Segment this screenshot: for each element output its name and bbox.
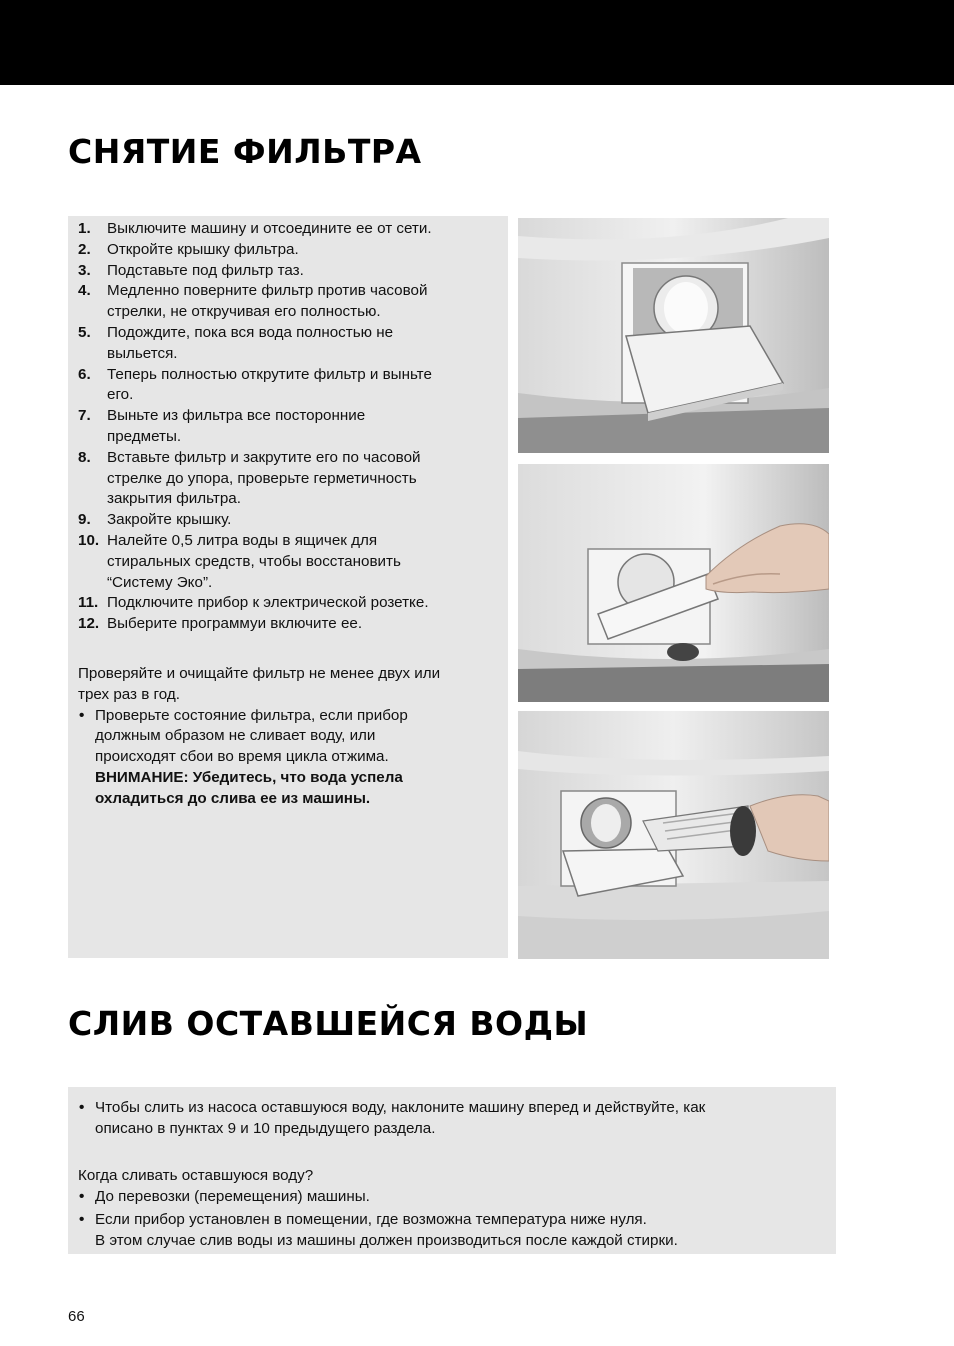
warning-text: ВНИМАНИЕ: Убедитесь, что вода успела <box>95 768 403 786</box>
step-item <box>78 323 498 365</box>
step-text: “Систему Эко”. <box>107 573 213 591</box>
step-number: 6. <box>78 365 91 383</box>
step-text: закрытия фильтра. <box>107 490 241 508</box>
step-item <box>78 240 498 261</box>
photo-hand-opening-cover <box>518 464 829 702</box>
bullet-icon: • <box>79 1099 85 1116</box>
bullet-icon: • <box>79 706 85 724</box>
section-title-filter-removal: СНЯТИЕ ФИЛЬТРА <box>68 132 422 171</box>
step-number: 8. <box>78 448 91 466</box>
step-item <box>78 531 498 593</box>
step-text: Вставьте фильтр и закрутите его по часовой <box>107 448 421 466</box>
step-item <box>78 406 498 448</box>
step-text: Медленно поверните фильтр против часовой <box>107 282 428 300</box>
step-text: Откройте крышку фильтра. <box>107 240 299 258</box>
filter-check-bullet: • Проверьте состояние фильтра, если прибор должным образом не сливает воду, или происходят сбои во время цикла отжима. ВНИМАНИЕ: Убедитесь, что вода успела охладиться до слива ее из машины. <box>79 706 408 807</box>
step-text: предметы. <box>107 427 182 445</box>
steps-list <box>78 219 498 635</box>
step-number: 9. <box>78 511 91 529</box>
step-number: 7. <box>78 407 91 425</box>
step-text: стрелки, не откручивая его полностью. <box>107 303 381 321</box>
step-text: стрелке до упора, проверьте герметичность <box>107 469 417 487</box>
step-item <box>78 365 498 407</box>
step-number: 4. <box>78 282 91 300</box>
drain-bullet-tilt: • Чтобы слить из насоса оставшуюся воду, наклоните машину вперед и действуйте, как описано в пунктах 9 и 10 предыдущего раздела. <box>79 1099 706 1137</box>
page-number: 66 <box>68 1308 85 1325</box>
step-text: Выберите программуи включите ее. <box>107 615 363 633</box>
step-item <box>78 219 498 240</box>
step-item <box>78 261 498 282</box>
note-text: Проверяйте и очищайте фильтр не менее двух или трех раз в год. <box>78 665 441 703</box>
step-text: Подключите прибор к электрической розетке. <box>107 594 429 612</box>
step-item <box>78 510 498 531</box>
step-number: 10. <box>78 531 100 549</box>
step-item <box>78 448 498 510</box>
section-title-drain-water: СЛИВ ОСТАВШЕЙСЯ ВОДЫ <box>68 1004 589 1043</box>
step-text: Закройте крышку. <box>107 511 232 529</box>
photo-open-filter-hatch <box>518 218 829 453</box>
step-text: Подставьте под фильтр таз. <box>107 261 304 279</box>
step-item <box>78 614 498 635</box>
step-number: 1. <box>78 220 91 237</box>
step-text: его. <box>107 386 134 404</box>
step-number: 2. <box>78 240 91 258</box>
step-text: Подождите, пока вся вода полностью не <box>107 323 394 341</box>
drain-water-panel <box>68 1087 836 1254</box>
step-number: 12. <box>78 615 100 633</box>
step-text: Теперь полностью открутите фильтр и выньте <box>107 365 432 383</box>
step-number: 5. <box>78 323 91 341</box>
drain-bullet-frost: • Если прибор установлен в помещении, где возможна температура ниже нуля. В этом случае слив воды из машины должен производиться после каждой стирки. <box>79 1211 678 1249</box>
drain-bullet-transport: • До перевозки (перемещения) машины. <box>79 1188 370 1205</box>
step-text: Выключите машину и отсоедините ее от сети. <box>107 220 432 237</box>
filter-instructions-panel <box>68 216 508 958</box>
step-text: выльется. <box>107 344 178 362</box>
step-number: 11. <box>78 594 99 612</box>
drain-question: Когда сливать оставшуюся воду? <box>78 1167 314 1184</box>
photo-filter-removed <box>518 711 829 959</box>
top-black-bar <box>0 0 954 85</box>
step-text: Налейте 0,5 литра воды в ящичек для <box>107 531 378 549</box>
step-item <box>78 281 498 323</box>
step-item <box>78 593 498 614</box>
bullet-icon: • <box>79 1188 85 1205</box>
filter-check-note <box>78 664 498 810</box>
step-text: стиральных средств, чтобы восстановить <box>107 552 401 570</box>
step-text: Выньте из фильтра все посторонние <box>107 407 366 425</box>
step-number: 3. <box>78 261 91 279</box>
bullet-icon: • <box>79 1211 85 1228</box>
